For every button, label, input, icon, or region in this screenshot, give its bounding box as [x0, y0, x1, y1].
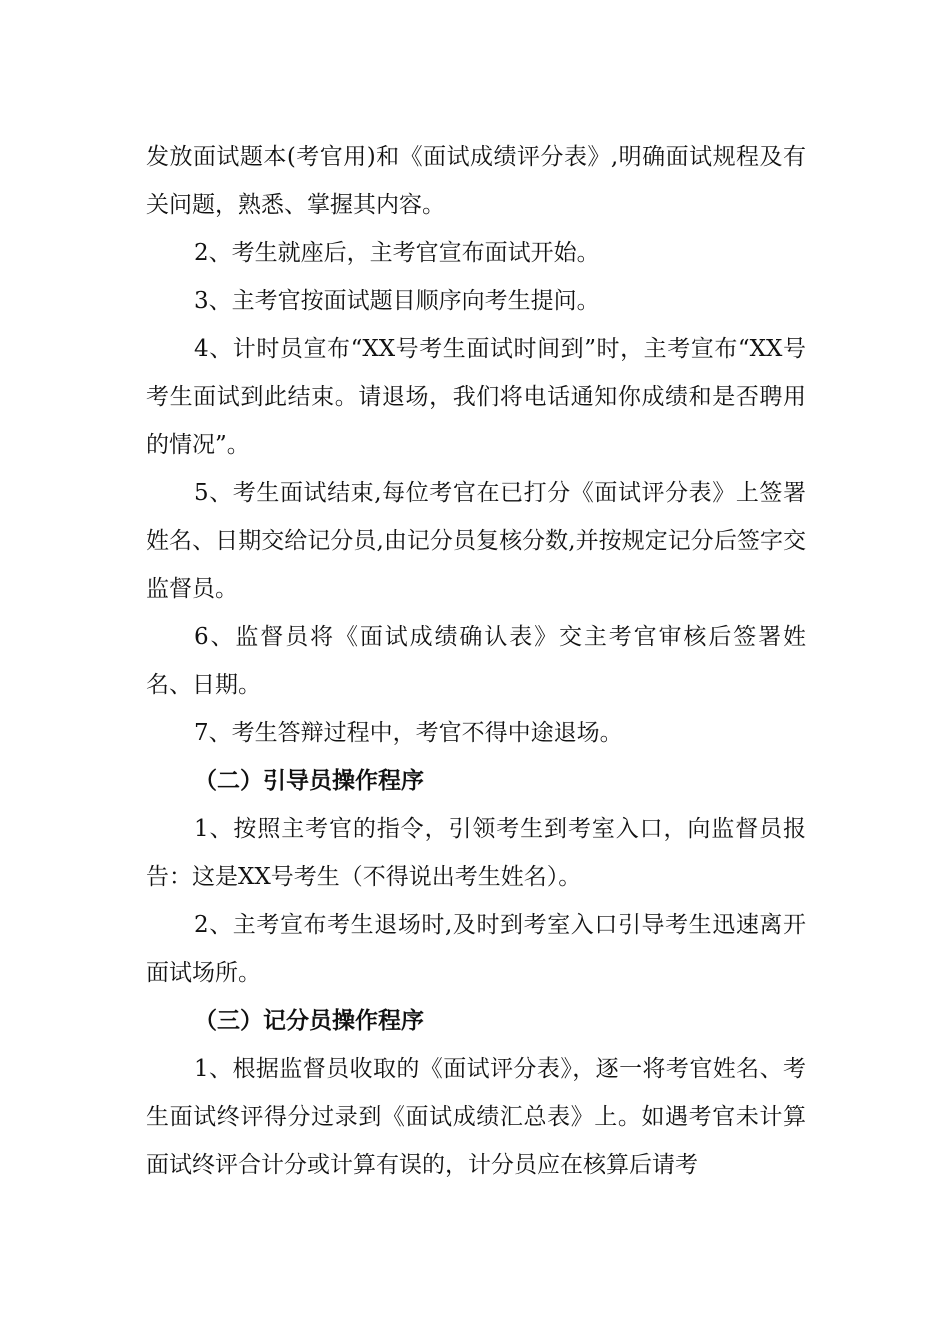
- paragraph-continuation: 发放面试题本(考官用)和《面试成绩评分表》,明确面试规程及有关问题，熟悉、掌握其内容。: [146, 144, 806, 218]
- paragraph-item-7: 7、考生答辩过程中，考官不得中途退场。: [194, 720, 623, 746]
- paragraph-scorer-1: 1、根据监督员收取的《面试评分表》，逐一将考官姓名、考生面试终评得分过录到《面试成绩汇总表》上。如遇考官未计算面试终评合计分或计算有误的，计分员应在核算后请考: [146, 1056, 806, 1178]
- section-heading-scorer: （三）记分员操作程序: [194, 1008, 424, 1034]
- paragraph-item-4: 4、计时员宣布“XX号考生面试时间到”时，主考宣布“XX号考生面试到此结束。请退场，我们将电话通知你成绩和是否聘用的情况”。: [146, 336, 806, 458]
- paragraph-guide-2: 2、主考宣布考生退场时,及时到考室入口引导考生迅速离开面试场所。: [146, 912, 806, 986]
- document-body: [146, 133, 806, 1189]
- paragraph-item-6: 6、监督员将《面试成绩确认表》交主考官审核后签署姓名、日期。: [146, 624, 806, 698]
- paragraph-item-3: 3、主考官按面试题目顺序向考生提问。: [194, 288, 600, 314]
- section-heading-guide: （二）引导员操作程序: [194, 768, 424, 794]
- paragraph-item-2: 2、考生就座后，主考官宣布面试开始。: [194, 240, 600, 266]
- paragraph-guide-1: 1、按照主考官的指令，引领考生到考室入口，向监督员报告：这是XX号考生（不得说出考生姓名）。: [146, 816, 806, 890]
- paragraph-item-5: 5、考生面试结束,每位考官在已打分《面试评分表》上签署姓名、日期交给记分员,由记分员复核分数,并按规定记分后签字交监督员。: [146, 480, 806, 602]
